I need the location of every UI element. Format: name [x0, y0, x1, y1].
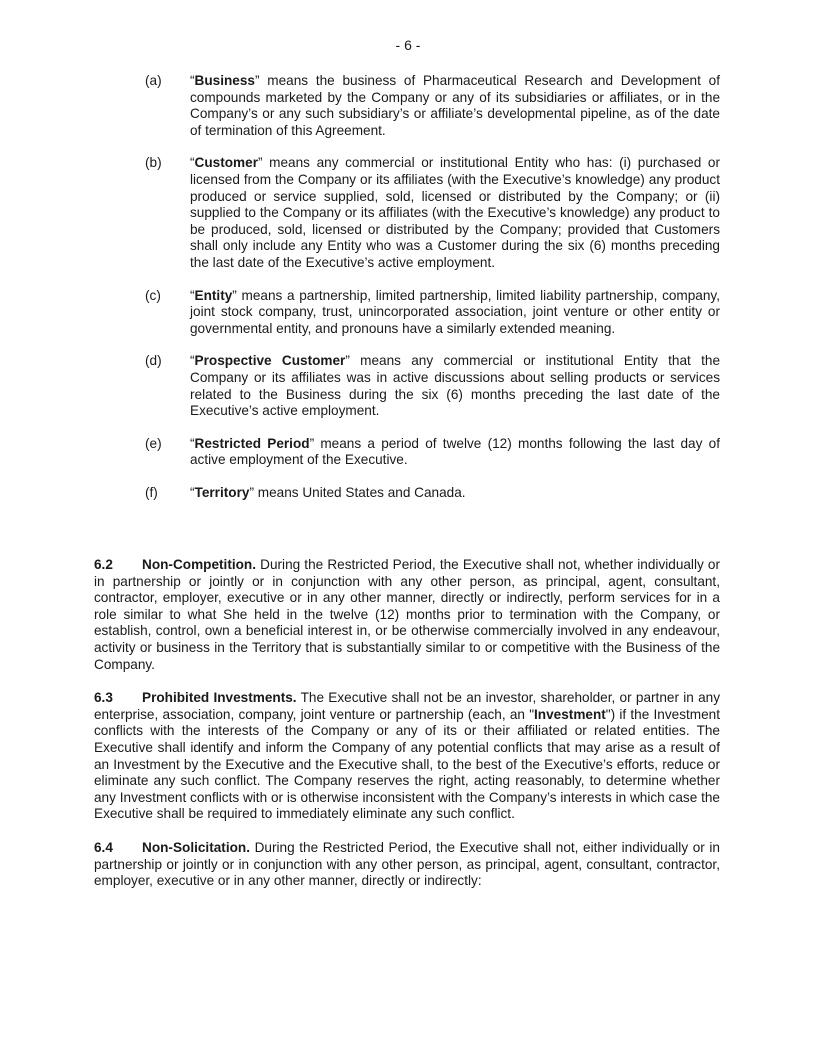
- sections-list: [94, 557, 720, 907]
- definition-label: (a): [145, 73, 162, 88]
- definition-label: (d): [145, 353, 162, 369]
- section-text: During the Restricted Period, the Executive shall not, whether individually or in partnership or jointly or in conjunction with any other person, as principal, agent, consultant, contractor, employer, executive or in any other manner, directly or indirectly, perform services for in a role similar to what She held in the twelve (12) months prior to termination with the Company, or establish, control, own a beneficial interest in, or be otherwise commercially involved in any endeavour, activity or business in the Territory that is substantially similar to or competitive with the Business of the Company.: [94, 557, 720, 672]
- section-non-competition: [94, 557, 720, 673]
- definition-text: “Prospective Customer” means any commercial or institutional Entity that the Company or its affiliates was in active discussions about selling products or services related to the Business during the six (6) months preceding the last date of the Executive’s active employment.: [190, 353, 721, 419]
- section-title: Non-Solicitation.: [142, 839, 250, 855]
- definition-item-customer: [145, 155, 720, 271]
- defined-term: Business: [194, 73, 255, 88]
- definition-item-territory: [145, 485, 720, 502]
- definition-label: (b): [145, 155, 162, 171]
- section-title: Non-Competition.: [142, 557, 257, 572]
- defined-term: Entity: [194, 287, 233, 303]
- defined-term: Customer: [194, 155, 258, 171]
- defined-term: Prospective Customer: [194, 353, 346, 369]
- definition-text: “Customer” means any commercial or institutional Entity who has: (i) purchased or licensed from the Company or its affiliates (with the Executive’s knowledge) any product produced or service supplied, sold, licensed or distributed by the Company; or (ii) supplied to the Company or its affiliates (with the Executive’s knowledge) any product to be produced, sold, licensed or distributed by the Company; provided that Customers shall only include any Entity who was a Customer during the six (6) months preceding the last date of the Executive’s active employment.: [190, 155, 720, 270]
- definition-item-business: [145, 73, 720, 139]
- page-number: - 6 -: [395, 37, 421, 53]
- defined-term: Territory: [194, 484, 250, 500]
- section-number: 6.2: [94, 557, 113, 572]
- definition-label: (e): [145, 435, 162, 451]
- defined-term: Restricted Period: [194, 435, 310, 451]
- definition-label: (c): [145, 287, 161, 303]
- definition-item-restricted-period: [145, 436, 720, 469]
- section-number: 6.4: [94, 839, 113, 855]
- section-text: The Executive shall not be an investor, shareholder, or partner in any enterprise, association, company, joint venture or partnership (each, an: [94, 690, 720, 722]
- section-non-solicitation: [94, 840, 720, 890]
- definition-label: (f): [145, 484, 158, 500]
- section-text: During the Restricted Period, the Executive shall not, either individually or in partnership or jointly or in conjunction with any other person, as principal, agent, consultant, contractor, employer, executive or in any other manner, directly or indirectly:: [94, 839, 720, 889]
- definition-text: “Territory” means United States and Canada.: [190, 484, 466, 500]
- definition-text: “Entity” means a partnership, limited partnership, limited liability partnership, company, joint stock company, trust, unincorporated association, joint venture or other entity or governmental entity, and pronouns have a similarly extended meaning.: [190, 287, 720, 336]
- definition-text: “Restricted Period” means a period of twelve (12) months following the last day of active employment of the Executive.: [190, 435, 720, 468]
- section-prohibited-investments: 6.3 Prohibited Investments. The Executive shall not be an investor, shareholder, or partner in any enterprise, association, company, joint venture or partnership (each, an "Investment") if the Investment conflicts with the interests of the Company or any of its or their affiliated or related entities. The Executive shall identify and inform the Company of any potential conflicts that may arise as a result of an Investment by the Executive and the Executive shall, to the best of the Executive’s efforts, reduce or eliminate any such conflict. The Company reserves the right, acting reasonably, to determine whether any Investment conflicts with or is otherwise inconsistent with the Company’s interests in which case the Executive shall be required to immediately eliminate any such conflict.: [94, 690, 720, 822]
- section-text: ) if the Investment conflicts with the interests of the Company or any of its or their affiliated or related entities. The Executive shall identify and inform the Company of any potential conflicts that may arise as a result of an Investment by the Executive and the Executive shall, to the best of the Executive’s efforts, reduce or eliminate any such conflict. The Company reserves the right, acting reasonably, to determine whether any Investment conflicts with or is otherwise inconsistent with the Company’s interests in which case the Executive shall be required to immediately eliminate any such conflict.: [94, 706, 720, 822]
- section-title: Prohibited Investments.: [142, 690, 297, 706]
- definition-item-entity: [145, 288, 720, 338]
- definition-text: “Business” means the business of Pharmaceutical Research and Development of compounds marketed by the Company or any of its subsidiaries or affiliates, or in the Company’s or any such subsidiary’s or affiliate’s developmental pipeline, as of the date of termination of this Agreement.: [190, 73, 720, 138]
- definition-item-prospective-customer: [145, 353, 720, 419]
- definitions-list: [145, 73, 720, 517]
- section-number: 6.3: [94, 690, 113, 706]
- defined-term: Investment: [534, 706, 606, 722]
